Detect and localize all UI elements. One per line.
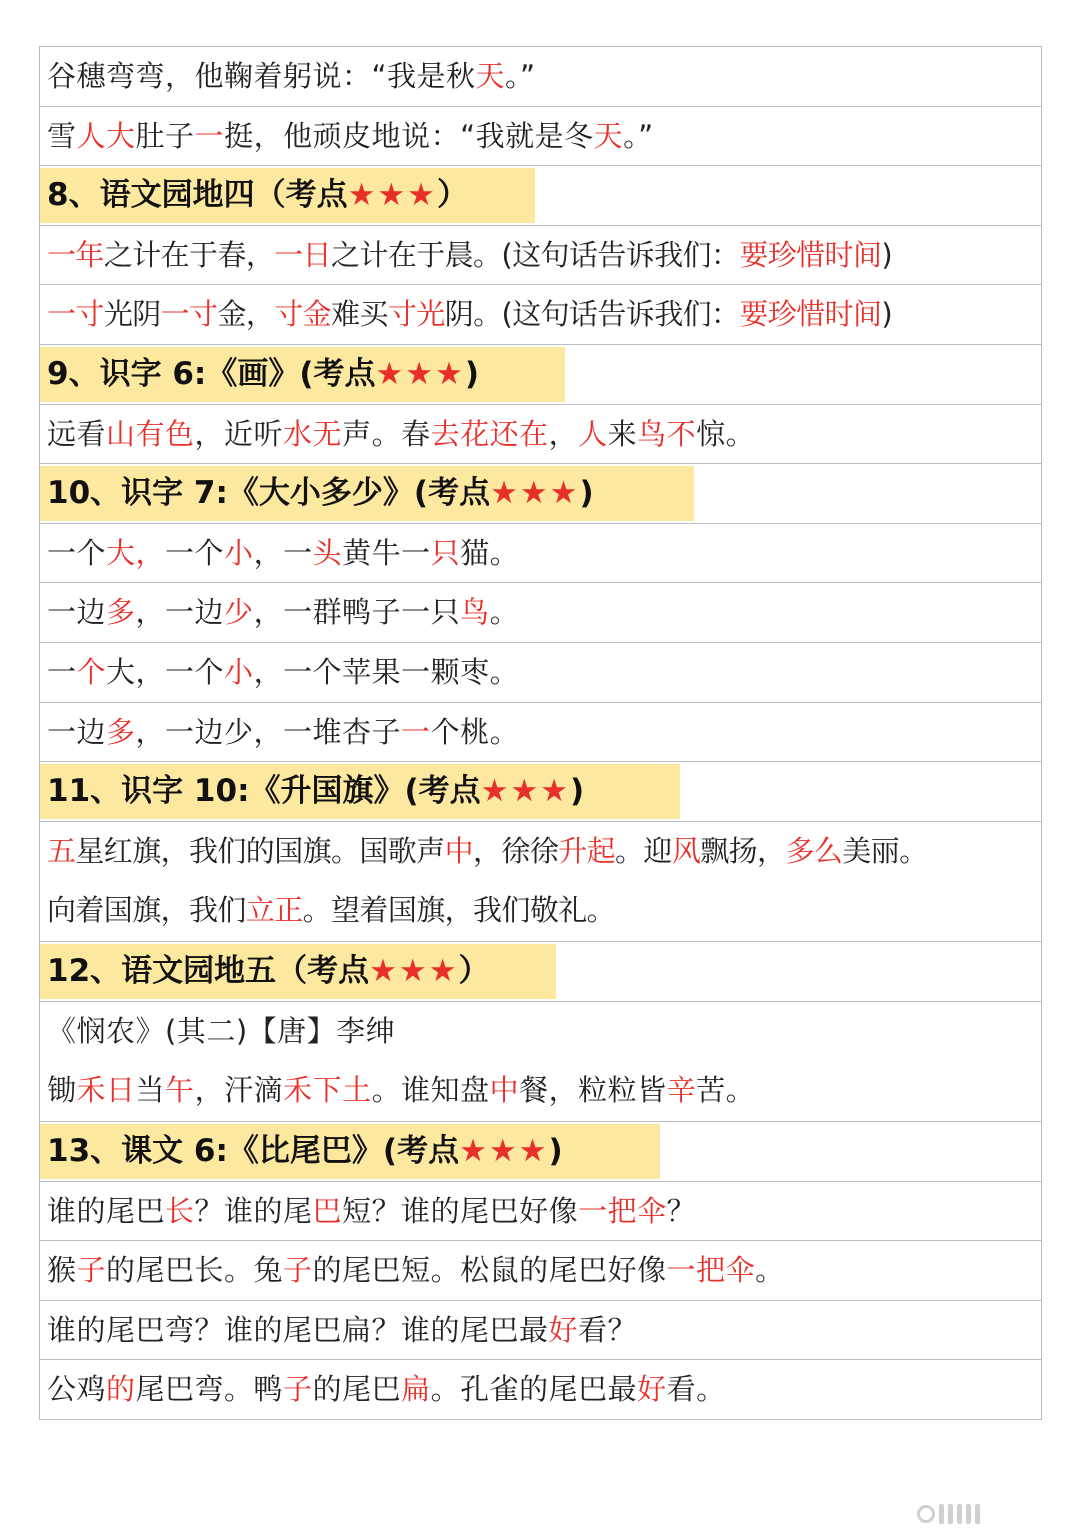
highlighted-text: 禾日 xyxy=(76,1073,136,1108)
plain-text: 远看 xyxy=(47,416,107,451)
highlighted-text: 要珍惜时间 xyxy=(739,297,882,332)
heading-suffix: ) xyxy=(579,475,594,512)
plain-text: 《悯农》(其二)【唐】李绅 xyxy=(47,1013,396,1048)
highlighted-text: 子 xyxy=(283,1253,313,1288)
highlighted-text: 一寸 xyxy=(47,297,104,332)
text-line xyxy=(40,107,1041,167)
plain-text: 星红旗，我们的国旗。国歌声 xyxy=(75,833,445,868)
watermark-bar xyxy=(966,1504,971,1524)
plain-text: ，一边 xyxy=(135,595,225,630)
watermark-bar xyxy=(975,1504,980,1524)
highlighted-text: 辛 xyxy=(666,1073,697,1108)
plain-text: 美丽。 xyxy=(842,833,928,868)
text-row xyxy=(40,643,1041,703)
plain-text: 一边 xyxy=(47,595,107,630)
highlighted-text: 小 xyxy=(224,535,254,570)
text-row xyxy=(40,1241,1041,1301)
plain-text: ？ xyxy=(666,1193,697,1228)
text-row xyxy=(40,405,1041,465)
plain-text: 。 xyxy=(489,595,520,630)
highlighted-text: 的 xyxy=(106,1372,136,1407)
heading-suffix: ) xyxy=(464,355,480,392)
text-row xyxy=(40,1002,1041,1122)
section-heading-row xyxy=(40,762,1041,822)
heading-suffix: ） xyxy=(458,953,490,990)
section-heading-row xyxy=(40,1122,1041,1182)
highlighted-text: 长 xyxy=(165,1193,195,1228)
star-rating: ★★★ xyxy=(347,177,437,214)
text-line xyxy=(40,1360,1041,1420)
plain-text: 挺，他顽皮地说：“我就是冬 xyxy=(224,118,594,153)
heading-title: 12、语文园地五（考点 xyxy=(47,953,370,990)
plain-text: 谷穗弯弯，他鞠着躬说：“我是秋 xyxy=(47,59,476,93)
plain-text: 之计在于晨。(这句话告诉我们： xyxy=(331,237,740,272)
highlighted-text: 少 xyxy=(224,595,254,630)
worksheet-table xyxy=(39,46,1042,1420)
highlighted-text: 寸金 xyxy=(274,297,332,332)
highlighted-text: 一把伞 xyxy=(666,1253,756,1288)
plain-text: 肚子 xyxy=(135,118,195,153)
plain-text: 的尾巴短。松鼠的尾巴好像 xyxy=(312,1253,667,1288)
highlighted-text: 头 xyxy=(312,535,343,570)
plain-text: ，汗滴 xyxy=(194,1073,284,1108)
plain-text: 惊。 xyxy=(696,416,756,451)
star-rating: ★★★ xyxy=(480,773,571,810)
highlighted-text: 只 xyxy=(430,535,461,570)
heading-title: 13、课文 6:《比尾巴》(考点 xyxy=(47,1133,460,1170)
plain-text: 飘扬， xyxy=(700,833,786,868)
plain-text: 公鸡 xyxy=(47,1372,107,1407)
highlighted-text: 人大 xyxy=(76,118,136,153)
plain-text: 猴 xyxy=(47,1253,77,1288)
text-line xyxy=(40,1002,1041,1062)
plain-text: ，一个苹果一颗枣。 xyxy=(253,654,520,689)
text-row xyxy=(40,583,1041,643)
watermark-bar xyxy=(948,1504,953,1524)
highlighted-text: 山有色 xyxy=(106,416,195,451)
watermark-circle-icon xyxy=(917,1505,935,1523)
plain-text: 阴。(这句话告诉我们： xyxy=(444,297,740,332)
highlighted-text: 子 xyxy=(283,1372,313,1407)
plain-text: 。 xyxy=(755,1253,785,1288)
plain-text: 的尾巴长。兔 xyxy=(106,1253,284,1288)
highlighted-text: 巴 xyxy=(312,1193,343,1228)
plain-text: 餐，粒粒皆 xyxy=(519,1073,667,1108)
plain-text: 雪 xyxy=(47,118,77,153)
watermark-bar xyxy=(957,1504,962,1524)
plain-text: 。望着国旗，我们敬礼。 xyxy=(302,893,616,928)
plain-text: 一边 xyxy=(47,714,107,749)
plain-text: 难买 xyxy=(331,297,388,332)
text-row xyxy=(40,822,1041,942)
plain-text: 当 xyxy=(135,1073,166,1108)
highlighted-text: 多 xyxy=(106,595,136,630)
highlighted-text: 鸟不 xyxy=(637,416,697,451)
text-line xyxy=(40,583,1041,643)
highlighted-text: 天 xyxy=(475,59,506,93)
heading-suffix: ） xyxy=(436,177,468,214)
highlighted-text: 一把伞 xyxy=(578,1193,667,1228)
text-line xyxy=(40,47,1041,107)
section-heading-row xyxy=(40,166,1041,226)
highlighted-text: 寸光 xyxy=(387,297,445,332)
plain-text: 之计在于春， xyxy=(103,237,275,272)
section-heading xyxy=(40,345,1041,405)
plain-text: ， xyxy=(548,416,579,451)
plain-text: 。谁知盘 xyxy=(371,1073,490,1108)
highlighted-text: 多么 xyxy=(785,833,843,868)
highlighted-text: 人 xyxy=(578,416,608,451)
plain-text: ) xyxy=(881,237,893,272)
text-line xyxy=(40,1061,1041,1121)
plain-text: ，近听 xyxy=(194,416,284,451)
star-rating: ★★★ xyxy=(490,475,580,512)
plain-text: 猫。 xyxy=(460,535,520,570)
section-heading-row xyxy=(40,942,1041,1002)
plain-text: 一 xyxy=(47,654,77,689)
plain-text: 一个 xyxy=(47,535,107,570)
highlighted-text: 一年 xyxy=(47,237,104,272)
text-line xyxy=(40,703,1041,763)
plain-text: 看。 xyxy=(666,1372,726,1407)
text-row xyxy=(40,226,1041,286)
plain-text: 锄 xyxy=(47,1073,77,1108)
highlighted-text: 鸟 xyxy=(460,595,490,630)
star-rating: ★★★ xyxy=(375,355,465,392)
highlighted-text: 天 xyxy=(593,118,624,153)
text-line xyxy=(40,405,1041,465)
plain-text: 向着国旗，我们 xyxy=(47,893,246,928)
highlighted-text: 一 xyxy=(401,714,431,749)
watermark-logo xyxy=(917,1503,1057,1525)
text-row xyxy=(40,1301,1041,1361)
section-heading-row xyxy=(40,345,1041,405)
highlighted-text: 水无 xyxy=(283,416,343,451)
text-line xyxy=(40,881,1041,941)
plain-text: ，徐徐 xyxy=(473,833,559,868)
plain-text: 的尾巴 xyxy=(312,1372,402,1407)
heading-title: 9、识字 6:《画》(考点 xyxy=(47,355,376,392)
section-heading xyxy=(40,762,1041,822)
text-line xyxy=(40,285,1041,345)
plain-text: 黄牛一 xyxy=(342,535,431,570)
highlighted-text: 风 xyxy=(671,833,701,868)
highlighted-text: 一寸 xyxy=(160,297,218,332)
highlighted-text: 小 xyxy=(224,654,254,689)
highlighted-text: 要珍惜时间 xyxy=(739,237,882,272)
plain-text: ，一边少，一堆杏子 xyxy=(135,714,402,749)
text-row xyxy=(40,47,1041,107)
text-line xyxy=(40,226,1041,286)
section-heading xyxy=(40,464,1041,524)
plain-text: 谁的尾巴 xyxy=(47,1193,166,1228)
plain-text: 苦。 xyxy=(696,1073,756,1108)
highlighted-text: 多 xyxy=(106,714,136,749)
text-line xyxy=(40,822,1041,882)
highlighted-text: 子 xyxy=(76,1253,107,1288)
text-row xyxy=(40,703,1041,763)
section-heading xyxy=(40,942,1041,1002)
highlighted-text: 大， xyxy=(106,535,166,570)
star-rating: ★★★ xyxy=(459,1133,549,1170)
plain-text: ，一群鸭子一只 xyxy=(253,595,461,630)
plain-text: 尾巴弯。鸭 xyxy=(135,1372,284,1407)
highlighted-text: 禾下土 xyxy=(283,1073,372,1108)
plain-text: 光阴 xyxy=(103,297,161,332)
plain-text: 声。春 xyxy=(342,416,431,451)
text-line xyxy=(40,643,1041,703)
plain-text: 。孔雀的尾巴最 xyxy=(430,1372,638,1407)
text-row xyxy=(40,1182,1041,1242)
text-row xyxy=(40,1360,1041,1420)
plain-text: ) xyxy=(881,297,893,332)
watermark-bar xyxy=(939,1504,944,1524)
text-line xyxy=(40,524,1041,584)
section-heading xyxy=(40,166,1041,226)
plain-text: ，一 xyxy=(253,535,313,570)
highlighted-text: 午 xyxy=(165,1073,195,1108)
text-line xyxy=(40,1241,1041,1301)
star-rating: ★★★ xyxy=(369,953,459,990)
text-row xyxy=(40,285,1041,345)
plain-text: 看？ xyxy=(578,1312,638,1347)
highlighted-text: 一日 xyxy=(274,237,332,272)
text-row xyxy=(40,107,1041,167)
highlighted-text: 好 xyxy=(637,1372,667,1407)
highlighted-text: 一 xyxy=(194,118,225,153)
plain-text: 。” xyxy=(623,118,654,153)
plain-text: 金， xyxy=(217,297,275,332)
highlighted-text: 个 xyxy=(76,654,107,689)
highlighted-text: 扁 xyxy=(401,1372,431,1407)
plain-text: 大，一个 xyxy=(106,654,225,689)
plain-text: 来 xyxy=(607,416,638,451)
plain-text: 短？谁的尾巴好像 xyxy=(342,1193,579,1228)
section-heading-row xyxy=(40,464,1041,524)
highlighted-text: 中 xyxy=(489,1073,520,1108)
plain-text: 谁的尾巴弯？谁的尾巴扁？谁的尾巴最 xyxy=(47,1312,549,1347)
text-line xyxy=(40,1301,1041,1361)
plain-text: 。” xyxy=(505,59,536,93)
highlighted-text: 五 xyxy=(47,833,76,868)
text-line xyxy=(40,1182,1041,1242)
plain-text: 个桃。 xyxy=(430,714,520,749)
heading-suffix: ) xyxy=(548,1133,563,1170)
section-heading xyxy=(40,1122,1041,1182)
heading-title: 11、识字 10:《升国旗》(考点 xyxy=(47,773,481,810)
heading-title: 8、语文园地四（考点 xyxy=(47,177,348,214)
plain-text: 。迎 xyxy=(615,833,672,868)
highlighted-text: 中 xyxy=(444,833,474,868)
highlighted-text: 去花还在 xyxy=(430,416,549,451)
plain-text: ？谁的尾 xyxy=(194,1193,313,1228)
heading-suffix: ) xyxy=(570,773,585,810)
highlighted-text: 立正 xyxy=(245,893,303,928)
highlighted-text: 升起 xyxy=(558,833,616,868)
plain-text: 一个 xyxy=(165,535,225,570)
text-row xyxy=(40,524,1041,584)
highlighted-text: 好 xyxy=(548,1312,579,1347)
heading-title: 10、识字 7:《大小多少》(考点 xyxy=(47,475,491,512)
